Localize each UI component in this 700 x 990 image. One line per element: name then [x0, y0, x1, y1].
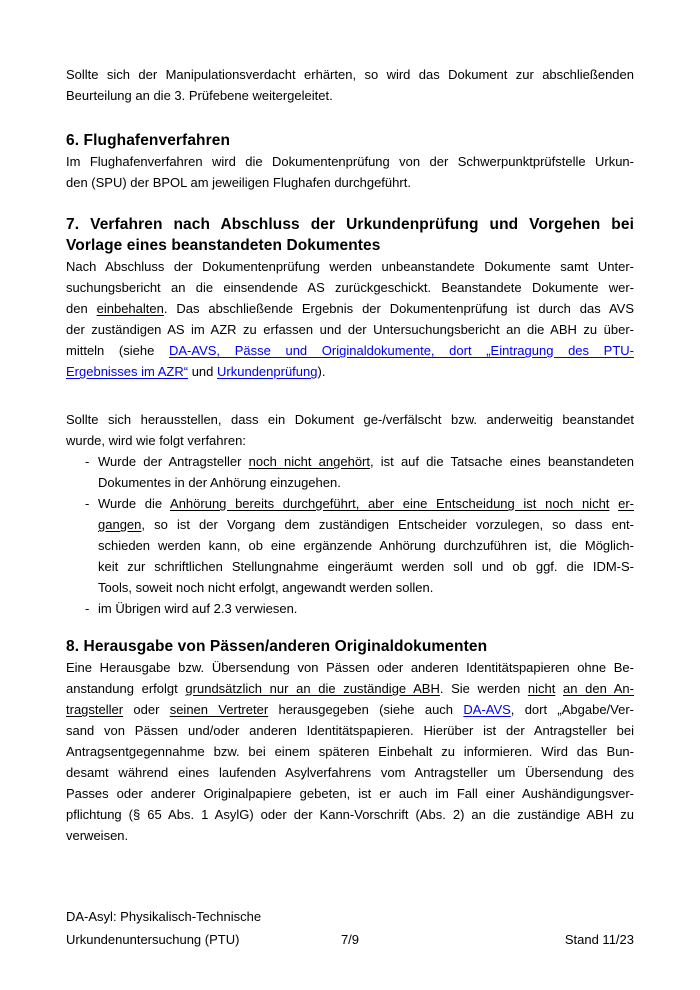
footer-doc-title-line1: DA-Asyl: Physikalisch-Technische	[66, 909, 262, 924]
text-run: oder	[123, 702, 170, 717]
list-item	[66, 451, 634, 493]
paragraph	[66, 64, 634, 106]
link-urkundenpruefung[interactable]: Urkundenprüfung	[217, 364, 318, 379]
footer-page-number: 7/9	[340, 932, 360, 947]
text-run: Beurteilung an die 3. Prüfebene weitergeleitet.	[66, 88, 333, 103]
link-da-avs-paesse-und-originaldokumente[interactable]: DA-AVS, Pässe und Originaldokumente, dort „Eintragung des PTU-	[169, 343, 635, 358]
text-run: desamt während eines laufenden Asylverfahrens vom Antragsteller um Übersendung des	[66, 765, 634, 780]
text-line	[66, 256, 634, 277]
text-line	[98, 556, 634, 577]
text-run: Passes oder anderer Originalpapiere gebeten, ist er auch im Fall einer Aushändigungsver-	[66, 786, 634, 801]
text-run: . Das abschließende Ergebnis der Dokumentenprüfung ist durch das AVS	[163, 301, 635, 316]
text-line	[66, 277, 634, 298]
text-run: Antragsentgegennahme bzw. bei einem späteren Einbehalt zu informieren. Wird das Bun-	[66, 744, 634, 759]
text-run: , ist auf die Tatsache eines beanstandeten	[369, 454, 634, 469]
footer-doc-title-line2: Urkundenuntersuchung (PTU)	[66, 932, 240, 947]
text-run: Sollte sich herausstellen, dass ein Dokument ge-/verfälscht bzw. anderweitig beanstandet	[66, 412, 634, 427]
text-line	[66, 741, 634, 762]
text-run: suchungsbericht an die einsendende AS zurückgeschickt. Beanstandete Dokumente wer-	[66, 280, 634, 295]
link-da-avs[interactable]: DA-AVS	[463, 702, 511, 717]
text-run	[555, 681, 563, 696]
text-run: ).	[317, 364, 326, 379]
text-run	[609, 496, 618, 511]
text-line	[66, 64, 634, 85]
text-run: keit zur schriftlichen Stellungnahme eingeräumt werden soll und ob ggf. die IDM-S-	[98, 559, 634, 574]
text-run: Wurde die	[98, 496, 171, 511]
text-run: Sollte sich der Manipulationsverdacht erhärten, so wird das Dokument zur abschließenden	[66, 67, 634, 82]
document-content	[66, 64, 634, 846]
text-line	[66, 130, 634, 151]
text-run: Vorlage eines beanstandeten Dokumentes	[66, 237, 381, 254]
text-line	[66, 319, 634, 340]
list-item	[66, 493, 634, 598]
bullet-marker: -	[85, 454, 90, 469]
text-line	[98, 577, 634, 598]
text-line	[66, 657, 634, 678]
text-run: 8. Herausgabe von Pässen/anderen Originaldokumenten	[66, 638, 488, 655]
text-line	[66, 720, 634, 741]
text-run: Eine Herausgabe bzw. Übersendung von Pässen oder anderen Identitätspapieren ohne Be-	[66, 660, 634, 675]
text-run: pflichtung (§ 65 Abs. 1 AsylG) oder der Kann-Vorschrift (Abs. 2) an die zuständige ABH zu	[66, 807, 634, 822]
text-line	[98, 598, 634, 619]
text-run: 7. Verfahren nach Abschluss der Urkundenprüfung und Vorgehen bei	[66, 216, 634, 233]
paragraph	[66, 151, 634, 193]
text-line	[66, 783, 634, 804]
underlined-text: tragsteller	[66, 702, 124, 717]
text-run: herausgegeben (siehe auch	[268, 702, 464, 717]
text-run: den (SPU) der BPOL am jeweiligen Flughafen durchgeführt.	[66, 175, 411, 190]
text-run: . Sie werden	[439, 681, 528, 696]
text-line	[66, 151, 634, 172]
bullet-marker: -	[85, 496, 90, 511]
text-line	[66, 85, 634, 106]
text-line	[66, 430, 634, 451]
footer-stand-date: Stand 11/23	[564, 932, 634, 947]
text-run: den	[66, 301, 97, 316]
text-run: der zuständigen AS im AZR zu erfassen und der Untersuchungsbericht an die ABH zu über-	[66, 322, 634, 337]
page-footer	[66, 909, 634, 948]
text-run: und	[188, 364, 218, 379]
text-line	[66, 825, 634, 846]
text-line	[66, 636, 634, 657]
underlined-text: noch nicht angehört	[248, 454, 370, 469]
text-line	[98, 451, 634, 472]
text-line	[66, 340, 634, 361]
text-run: mitteln (siehe	[66, 343, 169, 358]
text-run: Im Flughafenverfahren wird die Dokumentenprüfung von der Schwerpunktprüfstelle Urkun-	[66, 154, 634, 169]
underlined-text: gangen	[98, 517, 142, 532]
underlined-text: Anhörung bereits durchgeführt, aber eine Entscheidung ist noch nicht	[170, 496, 610, 511]
text-line	[66, 298, 634, 319]
section-heading	[66, 636, 634, 657]
text-run: Dokumentes in der Anhörung einzugehen.	[98, 475, 341, 490]
text-line	[66, 361, 634, 382]
text-line	[98, 493, 634, 514]
text-run: Nach Abschluss der Dokumentenprüfung werden unbeanstandete Dokumente samt Unter-	[66, 259, 634, 274]
text-line	[66, 409, 634, 430]
text-line	[66, 762, 634, 783]
bullet-marker: -	[85, 601, 90, 616]
underlined-text: an den An-	[563, 681, 634, 696]
underlined-text: seinen Vertreter	[169, 702, 269, 717]
text-run: Wurde der Antragsteller	[98, 454, 249, 469]
text-run: sand von Pässen und/oder anderen Identitätspapieren. Hierüber ist der Antragsteller bei	[66, 723, 634, 738]
text-line	[66, 699, 634, 720]
text-line	[66, 678, 634, 699]
text-line	[66, 804, 634, 825]
text-run: schieden werden kann, ob eine ergänzende Anhörung durchzuführen ist, die Möglich-	[98, 538, 634, 553]
underlined-text: nicht	[527, 681, 556, 696]
section-heading	[66, 214, 634, 256]
text-run: im Übrigen wird auf 2.3 verwiesen.	[98, 601, 298, 616]
text-line	[98, 472, 634, 493]
section-heading	[66, 130, 634, 151]
paragraph	[66, 256, 634, 382]
underlined-text: grundsätzlich nur an die zuständige ABH	[185, 681, 440, 696]
text-run: , dort „Abgabe/Ver-	[510, 702, 634, 717]
text-line	[66, 235, 634, 256]
bullet-list	[66, 451, 634, 619]
underlined-text: er-	[618, 496, 634, 511]
text-run: Tools, soweit noch nicht erfolgt, angewandt werden sollen.	[98, 580, 434, 595]
text-line	[66, 172, 634, 193]
text-run: anstandung erfolgt	[66, 681, 186, 696]
text-run: wurde, wird wie folgt verfahren:	[66, 433, 246, 448]
text-line	[66, 214, 634, 235]
link-da-avs-paesse-und-originaldokumente[interactable]: Ergebnisses im AZR“	[66, 364, 189, 379]
paragraph	[66, 657, 634, 846]
text-run: 6. Flughafenverfahren	[66, 132, 231, 149]
text-line	[98, 514, 634, 535]
underlined-text: einbehalten	[96, 301, 164, 316]
list-item	[66, 598, 634, 619]
text-run: verweisen.	[66, 828, 129, 843]
text-line	[98, 535, 634, 556]
text-run: , so ist der Vorgang dem zuständigen Entscheider vorzulegen, so dass ent-	[141, 517, 634, 532]
paragraph	[66, 409, 634, 451]
